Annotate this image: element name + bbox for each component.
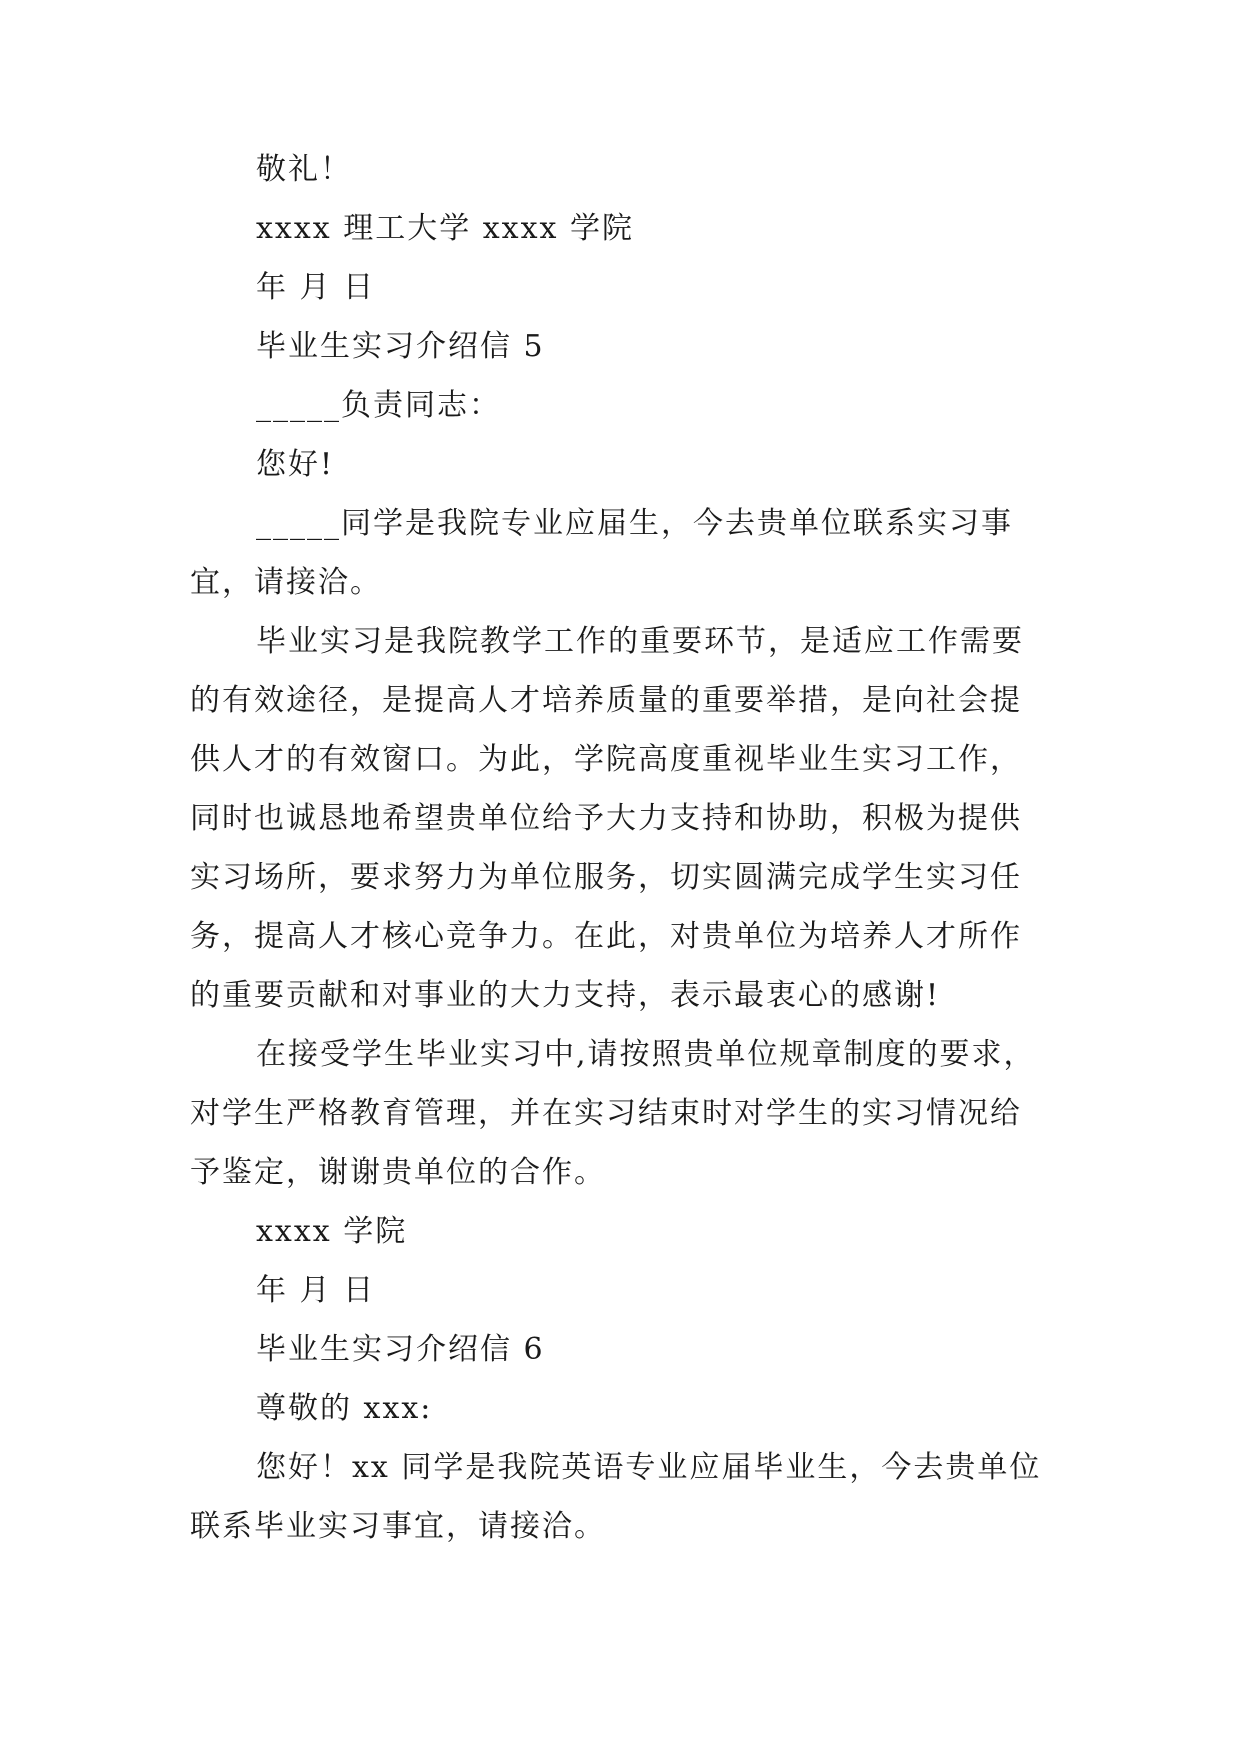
- addressee-line: _____负责同志：: [256, 388, 501, 423]
- paragraph-line: 的重要贡献和对事业的大力支持，表示最衷心的感谢!: [190, 978, 941, 1013]
- paragraph-line: 予鉴定，谢谢贵单位的合作。: [190, 1155, 606, 1190]
- addressee-line: 尊敬的 xxx:: [256, 1391, 433, 1426]
- signature-school: xxxx 学院: [256, 1214, 408, 1249]
- paragraph-line: 毕业实习是我院教学工作的重要环节，是适应工作需要: [256, 624, 1024, 659]
- letter-title: 毕业生实习介绍信 5: [256, 329, 545, 364]
- paragraph-line: 在接受学生毕业实习中,请按照贵单位规章制度的要求，: [256, 1037, 1036, 1072]
- closing-salutation: 敬礼！: [256, 152, 352, 187]
- paragraph-line: 您好！xx 同学是我院英语专业应届毕业生，今去贵单位: [256, 1450, 1042, 1485]
- date-line: 年 月 日: [256, 1273, 376, 1308]
- date-line: 年 月 日: [256, 270, 376, 305]
- paragraph-line: 实习场所，要求努力为单位服务，切实圆满完成学生实习任: [190, 860, 1022, 895]
- paragraph-line: 宜，请接洽。: [190, 565, 382, 600]
- paragraph-line: _____同学是我院专业应届生，今去贵单位联系实习事: [256, 506, 1013, 541]
- paragraph-line: 务，提高人才核心竞争力。在此，对贵单位为培养人才所作: [190, 919, 1022, 954]
- paragraph-line: 同时也诚恳地希望贵单位给予大力支持和协助，积极为提供: [190, 801, 1022, 836]
- paragraph-line: 联系毕业实习事宜，请接洽。: [190, 1509, 606, 1544]
- paragraph-line: 供人才的有效窗口。为此，学院高度重视毕业生实习工作，: [190, 742, 1022, 777]
- paragraph-line: 对学生严格教育管理，并在实习结束时对学生的实习情况给: [190, 1096, 1022, 1131]
- letter-title: 毕业生实习介绍信 6: [256, 1332, 545, 1367]
- greeting-line: 您好!: [256, 447, 335, 482]
- paragraph-line: 的有效途径，是提高人才培养质量的重要举措，是向社会提: [190, 683, 1022, 718]
- signature-school: xxxx 理工大学 xxxx 学院: [256, 211, 634, 246]
